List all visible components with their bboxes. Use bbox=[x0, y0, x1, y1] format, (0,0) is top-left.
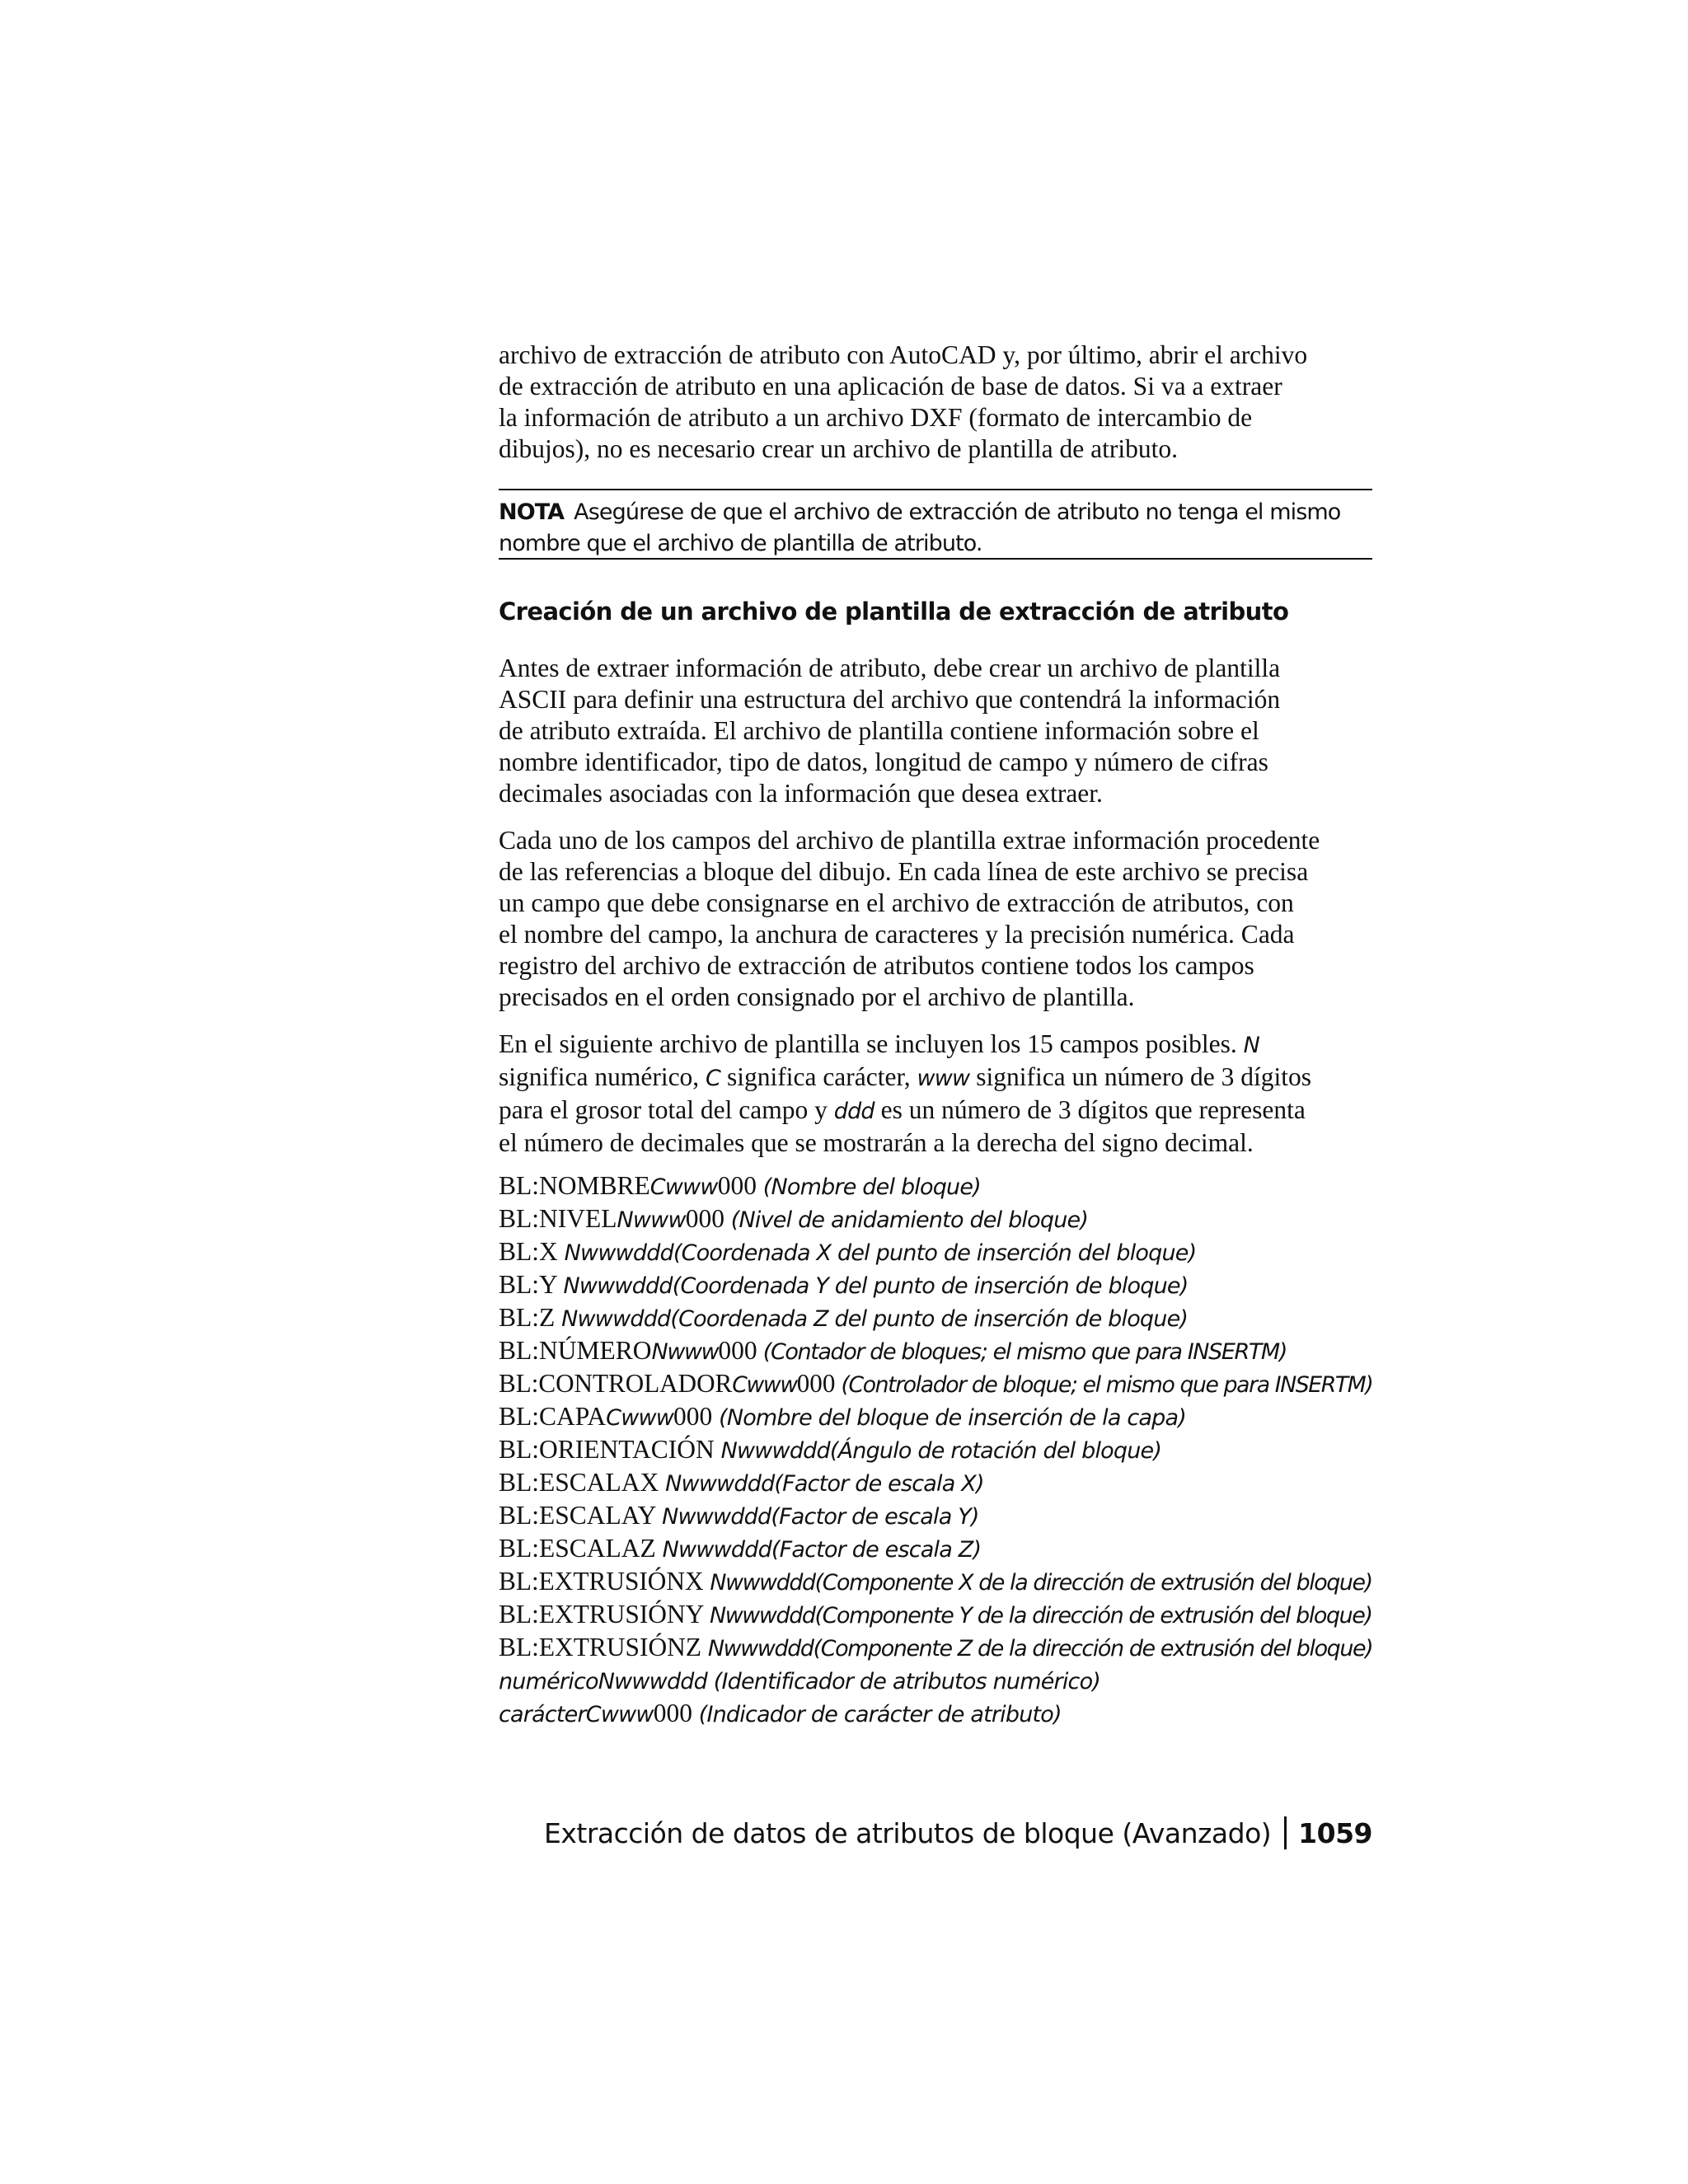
paragraph-text bbox=[499, 653, 1372, 809]
field-type: Nwwwddd bbox=[665, 1471, 775, 1497]
field-description: (Coordenada X del punto de inserción del bloque) bbox=[673, 1240, 1197, 1266]
template-field-row bbox=[499, 1566, 1372, 1599]
field-description: (Factor de escala Z) bbox=[771, 1537, 982, 1563]
field-code: BL:Y bbox=[499, 1270, 564, 1299]
paragraph-line bbox=[499, 1062, 1372, 1094]
field-type: Nwwwddd bbox=[564, 1240, 673, 1266]
paragraph-line: el nombre del campo, la anchura de caracteres y la precisión numérica. Cada bbox=[499, 920, 1295, 949]
field-type: Nwwwddd bbox=[707, 1636, 814, 1661]
intro-text bbox=[499, 340, 1372, 465]
template-field-row bbox=[499, 1665, 1372, 1698]
field-type: Cwww bbox=[649, 1174, 718, 1200]
field-code: BL:ESCALAY bbox=[499, 1501, 663, 1530]
paragraph-line: nombre identificador, tipo de datos, longitud de campo y número de cifras bbox=[499, 748, 1268, 776]
intro-line: dibujos), no es necesario crear un archivo de plantilla de atributo. bbox=[499, 434, 1178, 463]
field-description: (Coordenada Z del punto de inserción de bloque) bbox=[670, 1306, 1189, 1332]
field-description: (Identificador de atributos numérico) bbox=[706, 1669, 1101, 1694]
field-type: Nwwwddd bbox=[662, 1537, 771, 1563]
template-field-row bbox=[499, 1302, 1372, 1335]
legend-text: para el grosor total del campo y bbox=[499, 1095, 834, 1124]
field-description: (Nivel de anidamiento del bloque) bbox=[724, 1207, 1089, 1233]
field-suffix: 000 bbox=[673, 1402, 713, 1431]
template-field-row bbox=[499, 1401, 1372, 1434]
note-line bbox=[499, 497, 1372, 528]
field-code: BL:ORIENTACIÓN bbox=[499, 1435, 721, 1464]
field-suffix: 000 bbox=[796, 1369, 836, 1398]
field-type: Nwww bbox=[617, 1207, 686, 1233]
field-code: BL:CAPA bbox=[499, 1402, 607, 1431]
field-code: BL:Z bbox=[499, 1303, 562, 1332]
paragraph-line: ASCII para definir una estructura del archivo que contendrá la información bbox=[499, 685, 1281, 714]
paragraph-line: un campo que debe consignarse en el archivo de extracción de atributos, con bbox=[499, 888, 1294, 917]
field-type: Cwww bbox=[732, 1372, 797, 1398]
paragraph-line bbox=[499, 1094, 1372, 1127]
field-type: Nwwwddd bbox=[710, 1570, 815, 1596]
field-code: BL:EXTRUSIÓNY bbox=[499, 1600, 710, 1629]
field-suffix: 000 bbox=[685, 1204, 724, 1233]
template-field-row bbox=[499, 1368, 1373, 1401]
field-code: BL:EXTRUSIÓNX bbox=[499, 1567, 710, 1596]
note-line: nombre que el archivo de plantilla de atributo. bbox=[499, 531, 982, 556]
field-code: BL:NOMBRE bbox=[499, 1171, 650, 1200]
field-code: BL:EXTRUSIÓNZ bbox=[499, 1633, 708, 1661]
paragraph-line: registro del archivo de extracción de atributos contiene todos los campos bbox=[499, 951, 1254, 980]
template-field-row bbox=[499, 1269, 1372, 1302]
paragraph-line: Cada uno de los campos del archivo de plantilla extrae información procedente bbox=[499, 826, 1320, 855]
field-description: (Componente Z de la dirección de extrusión del bloque) bbox=[813, 1636, 1373, 1661]
footer-title: Extracción de datos de atributos de bloque (Avanzado) bbox=[544, 1817, 1272, 1849]
field-type: Nwwwddd bbox=[561, 1306, 671, 1332]
field-description: (Controlador de bloque; el mismo que para INSERTM) bbox=[835, 1372, 1373, 1398]
paragraph-template-intro bbox=[499, 653, 1372, 809]
legend-italic: ddd bbox=[833, 1099, 874, 1124]
intro-line: la información de atributo a un archivo DXF (formato de intercambio de bbox=[499, 403, 1253, 432]
intro-paragraph bbox=[499, 340, 1372, 465]
intro-line: de extracción de atributo en una aplicación de base de datos. Si va a extraer bbox=[499, 372, 1282, 401]
template-field-row bbox=[499, 1599, 1372, 1632]
paragraph-fields bbox=[499, 825, 1372, 1013]
field-description: (Componente X de la dirección de extrusión del bloque) bbox=[814, 1570, 1372, 1596]
page-footer bbox=[544, 1813, 1372, 1854]
field-description: (Contador de bloques; el mismo que para INSERTM) bbox=[757, 1339, 1287, 1365]
field-description: (Componente Y de la dirección de extrusión del bloque) bbox=[814, 1603, 1372, 1629]
template-field-row bbox=[499, 1533, 1372, 1566]
field-type: Nwwwddd bbox=[720, 1438, 830, 1464]
page-number: 1059 bbox=[1298, 1817, 1372, 1849]
field-code: BL:CONTROLADOR bbox=[499, 1369, 733, 1398]
paragraph-text bbox=[499, 1029, 1372, 1159]
field-description: (Nombre del bloque de inserción de la capa) bbox=[712, 1405, 1186, 1431]
paragraph-line: de atributo extraída. El archivo de plantilla contiene información sobre el bbox=[499, 716, 1259, 745]
template-field-list bbox=[499, 1170, 1372, 1731]
paragraph-text bbox=[499, 825, 1372, 1013]
field-type: Nwwwddd bbox=[563, 1273, 673, 1299]
intro-line: archivo de extracción de atributo con AutoCAD y, por último, abrir el archivo bbox=[499, 340, 1308, 369]
legend-italic: www bbox=[917, 1066, 970, 1091]
field-type: Nwwwddd bbox=[662, 1504, 771, 1530]
field-type: Cwww bbox=[606, 1405, 674, 1431]
note-label: NOTA bbox=[499, 499, 565, 525]
field-code: BL:ESCALAZ bbox=[499, 1534, 663, 1563]
template-field-row bbox=[499, 1203, 1372, 1236]
field-type: carácterCwww bbox=[499, 1702, 654, 1727]
legend-text: significa numérico, bbox=[499, 1062, 706, 1091]
legend-italic: N bbox=[1243, 1033, 1260, 1058]
field-type: Nwwwddd bbox=[709, 1603, 815, 1629]
legend-text: En el siguiente archivo de plantilla se incluyen los 15 campos posibles. bbox=[499, 1029, 1244, 1058]
template-field-row bbox=[499, 1335, 1372, 1368]
legend-text: significa un número de 3 dígitos bbox=[969, 1062, 1311, 1091]
field-suffix: 000 bbox=[653, 1699, 692, 1727]
field-code: BL:ESCALAX bbox=[499, 1468, 666, 1497]
field-suffix: 000 bbox=[718, 1336, 757, 1365]
field-description: (Nombre del bloque) bbox=[756, 1174, 981, 1200]
template-field-row bbox=[499, 1632, 1373, 1665]
template-field-row bbox=[499, 1698, 1372, 1731]
field-description: (Ángulo de rotación del bloque) bbox=[829, 1438, 1162, 1464]
paragraph-line bbox=[499, 1029, 1372, 1062]
field-code: BL:NIVEL bbox=[499, 1204, 617, 1233]
paragraph-line: decimales asociadas con la información que desea extraer. bbox=[499, 779, 1103, 808]
template-field-row bbox=[499, 1500, 1372, 1533]
template-field-row bbox=[499, 1236, 1372, 1269]
paragraph-line: precisados en el orden consignado por el archivo de plantilla. bbox=[499, 982, 1135, 1011]
field-description: (Coordenada Y del punto de inserción de bloque) bbox=[672, 1273, 1189, 1299]
field-description: (Indicador de carácter de atributo) bbox=[692, 1702, 1062, 1727]
field-code: BL:NÚMERO bbox=[499, 1336, 652, 1365]
legend-text: es un número de 3 dígitos que representa bbox=[874, 1095, 1306, 1124]
note-box bbox=[499, 489, 1372, 560]
legend-text: significa carácter, bbox=[720, 1062, 917, 1091]
field-description: (Factor de escala Y) bbox=[771, 1504, 979, 1530]
legend-italic: C bbox=[706, 1066, 721, 1091]
section-heading: Creación de un archivo de plantilla de extracción de atributo bbox=[499, 598, 1289, 626]
template-field-row bbox=[499, 1170, 1372, 1203]
field-suffix: 000 bbox=[717, 1171, 757, 1200]
footer-separator bbox=[1284, 1816, 1287, 1849]
field-type: numéricoNwwwddd bbox=[499, 1669, 707, 1694]
field-code: BL:X bbox=[499, 1237, 565, 1266]
paragraph-line: de las referencias a bloque del dibujo. En cada línea de este archivo se precisa bbox=[499, 857, 1309, 886]
field-description: (Factor de escala X) bbox=[774, 1471, 984, 1497]
paragraph-line: el número de decimales que se mostrarán a la derecha del signo decimal. bbox=[499, 1128, 1254, 1157]
template-field-row bbox=[499, 1434, 1372, 1467]
note-text: Asegúrese de que el archivo de extracción de atributo no tenga el mismo bbox=[574, 499, 1341, 525]
template-field-row bbox=[499, 1467, 1372, 1500]
paragraph-line: Antes de extraer información de atributo, debe crear un archivo de plantilla bbox=[499, 654, 1281, 682]
field-type: Nwww bbox=[651, 1339, 719, 1365]
paragraph-legend bbox=[499, 1029, 1372, 1159]
